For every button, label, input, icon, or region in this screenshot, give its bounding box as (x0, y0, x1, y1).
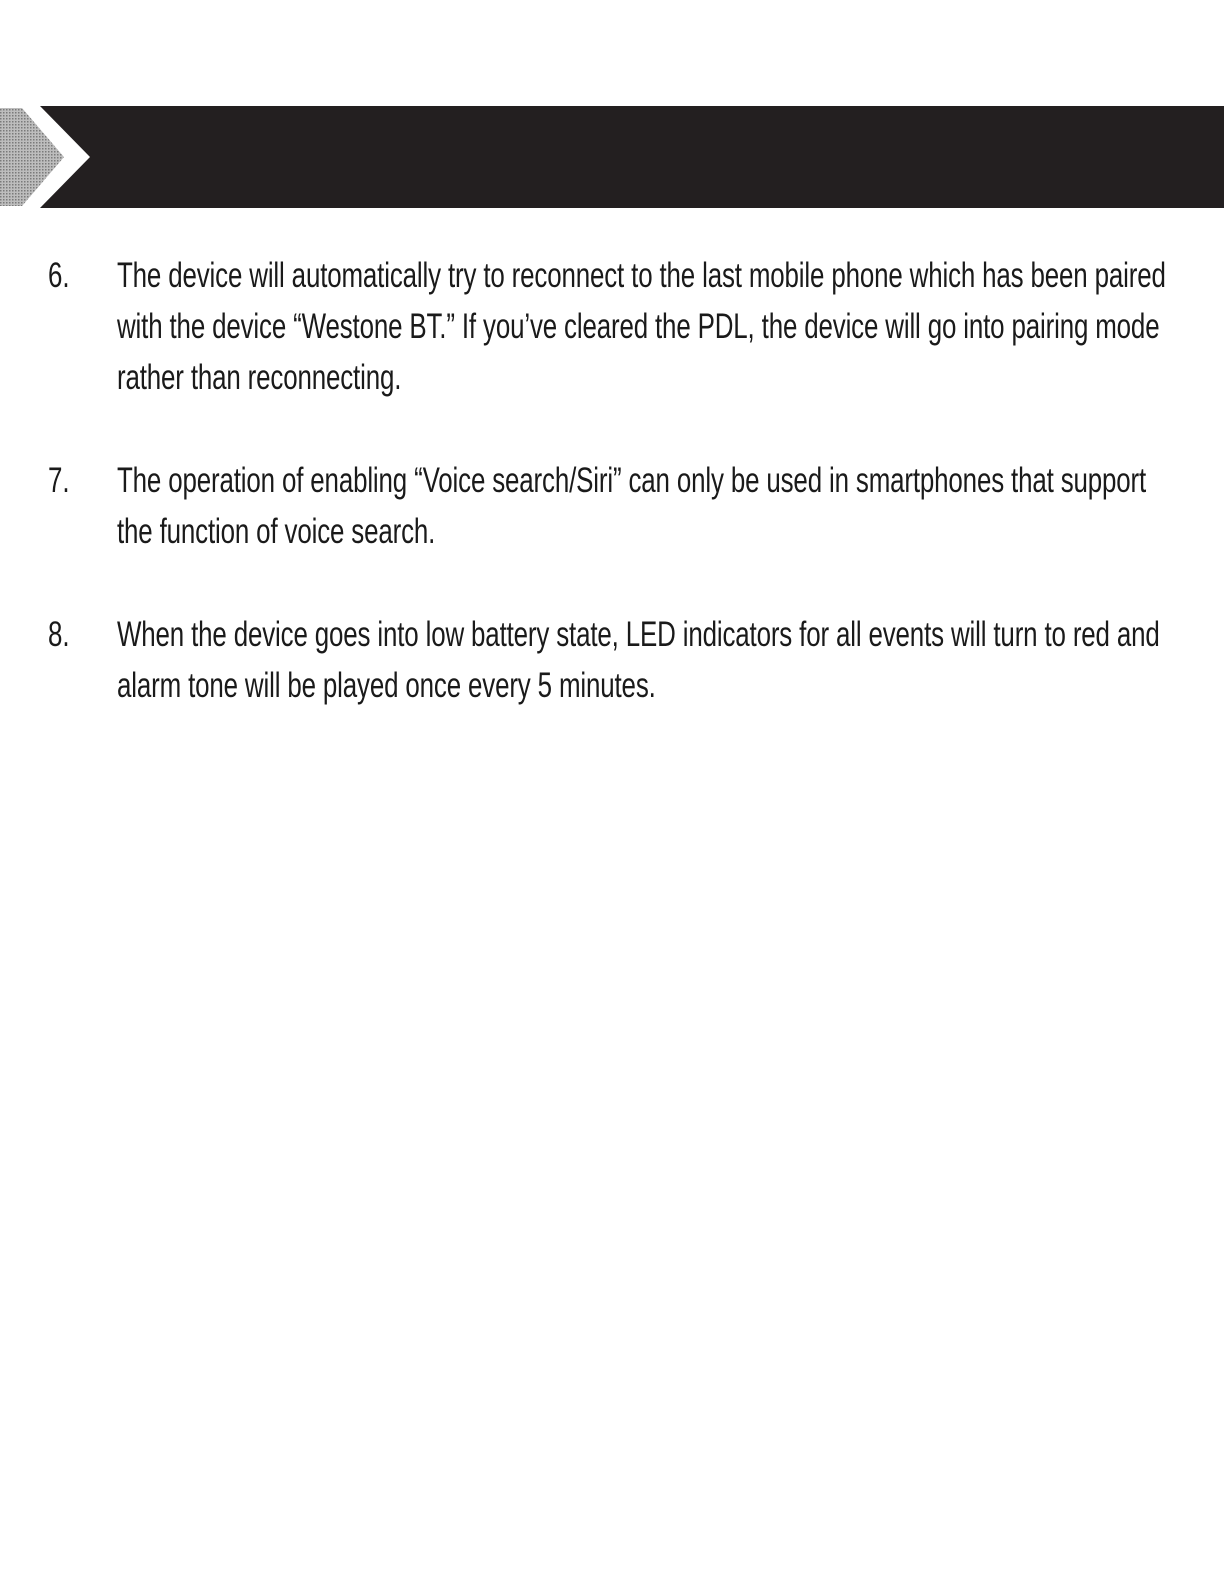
list-item (0, 455, 1224, 557)
header-dark-band (0, 106, 1224, 208)
notes-list (0, 250, 1224, 763)
list-item-text: When the device goes into low battery state, LED indicators for all events will turn to red and alarm tone will be played once every 5 minutes. (117, 615, 1160, 705)
section-header-bar (0, 106, 1224, 208)
list-item-number: 7. (48, 461, 70, 500)
list-item-number: 8. (48, 615, 70, 654)
list-item-text: The device will automatically try to reconnect to the last mobile phone which has been paired with the device “Westone BT.” If you’ve cleared the PDL, the device will go into pairing mode rather than reconnecting. (117, 256, 1166, 397)
list-item-number: 6. (48, 256, 70, 295)
header-bar-graphic (0, 106, 1224, 208)
list-item (0, 250, 1224, 403)
list-item (0, 609, 1224, 711)
list-item-text: The operation of enabling “Voice search/Siri” can only be used in smartphones that support the function of voice search. (117, 461, 1147, 551)
